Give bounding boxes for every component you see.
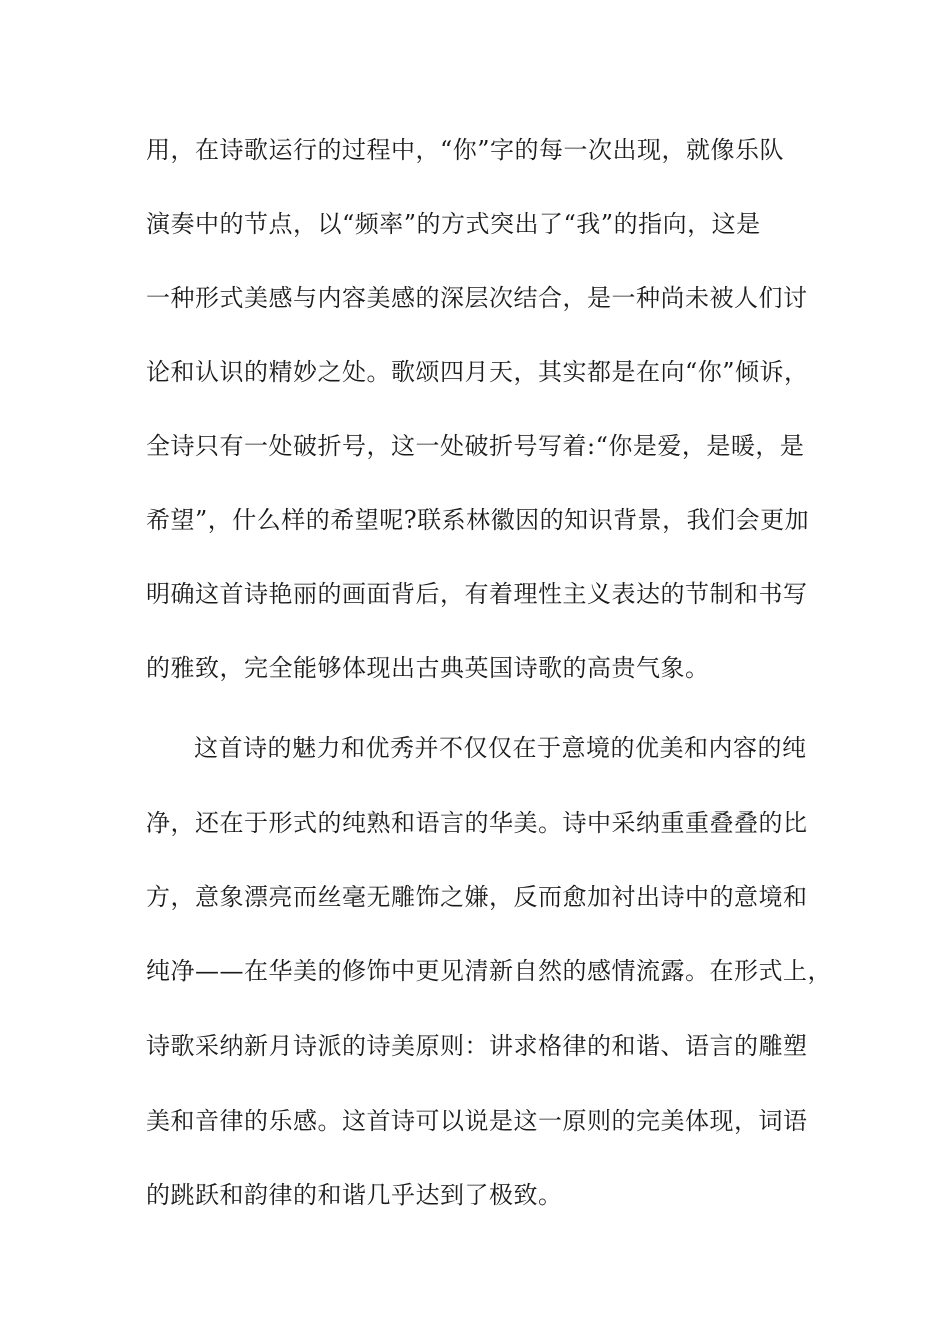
paragraph-1-line-7: 明确这首诗艳丽的画面背后，有着理性主义表达的节制和书写 (146, 580, 808, 608)
paragraph-2-line-5: 诗歌采纳新月诗派的诗美原则：讲求格律的和谐、语言的雕塑 (146, 1032, 808, 1060)
paragraph-1-line-8: 的雅致，完全能够体现出古典英国诗歌的高贵气象。 (146, 654, 710, 682)
paragraph-2-line-7: 的跳跃和韵律的和谐几乎达到了极致。 (146, 1181, 563, 1209)
paragraph-1-line-3: 一种形式美感与内容美感的深层次结合，是一种尚未被人们讨 (146, 284, 808, 312)
paragraph-1-line-5: 全诗只有一处破折号，这一处破折号写着:“你是爱，是暖，是 (146, 432, 805, 460)
paragraph-2-line-4: 纯净——在华美的修饰中更见清新自然的感情流露。在形式上， (146, 957, 832, 985)
paragraph-1-line-4: 论和认识的精妙之处。歌颂四月天，其实都是在向“你”倾诉， (146, 358, 809, 386)
paragraph-2-line-2: 净，还在于形式的纯熟和语言的华美。诗中采纳重重叠叠的比 (146, 809, 808, 837)
paragraph-2-line-6: 美和音律的乐感。这首诗可以说是这一原则的完美体现，词语 (146, 1107, 808, 1135)
paragraph-1-line-1: 用，在诗歌运行的过程中，“你”字的每一次出现，就像乐队 (146, 136, 785, 164)
paragraph-2-line-1: 这首诗的魅力和优秀并不仅仅在于意境的优美和内容的纯 (194, 734, 807, 762)
paragraph-2-line-3: 方，意象漂亮而丝毫无雕饰之嫌，反而愈加衬出诗中的意境和 (146, 883, 808, 911)
paragraph-1-line-6: 希望”，什么样的希望呢?联系林徽因的知识背景，我们会更加 (146, 506, 810, 534)
paragraph-1-line-2: 演奏中的节点，以“频率”的方式突出了“我”的指向，这是 (146, 210, 761, 238)
